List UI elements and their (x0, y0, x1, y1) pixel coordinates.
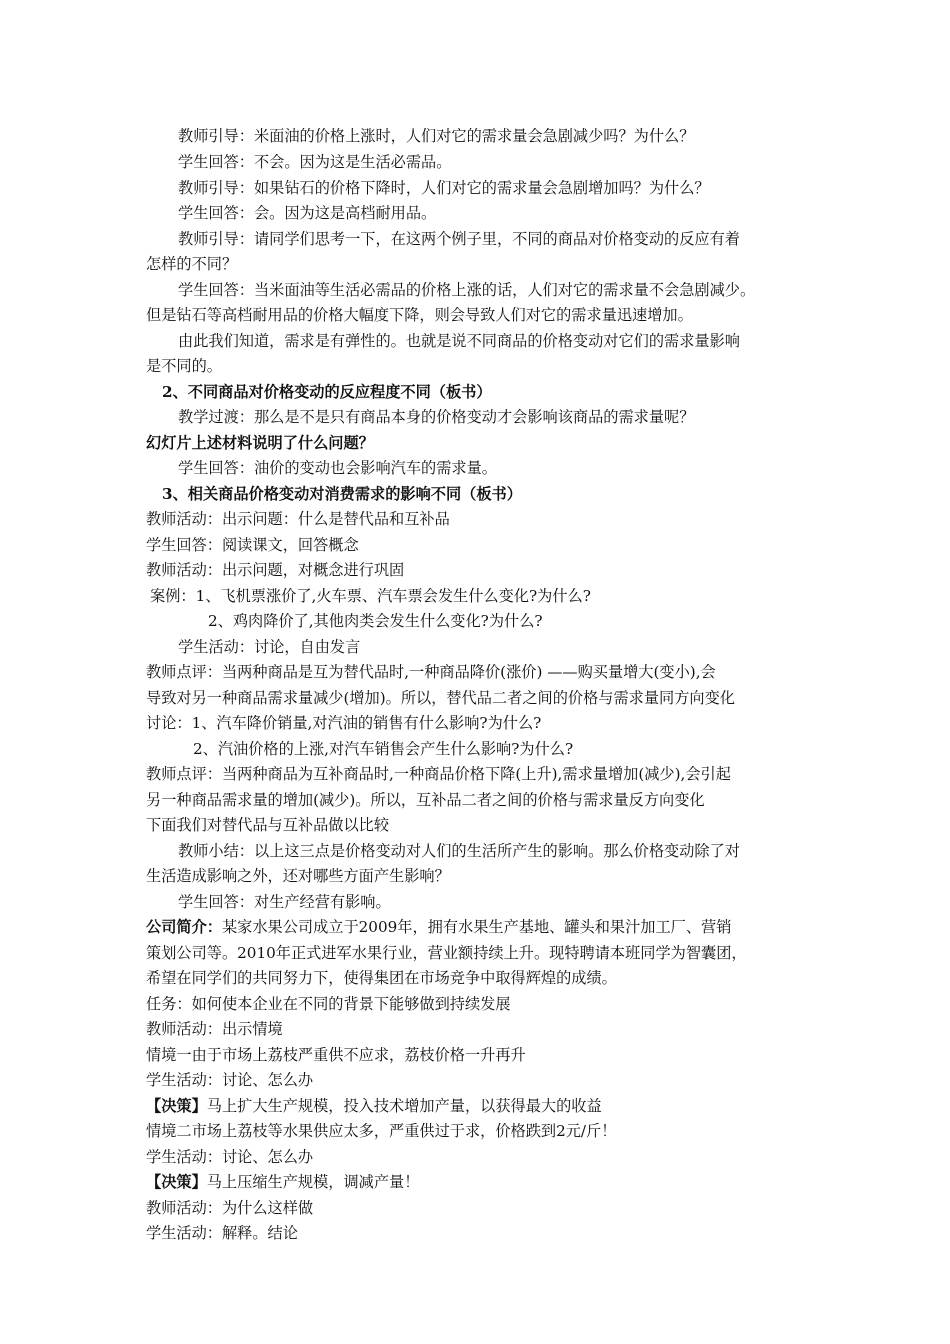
text-line: 教师活动：出示问题，对概念进行巩固 (146, 561, 405, 579)
text-line (146, 917, 731, 939)
text-line: 情境一由于市场上荔枝严重供不应求，荔枝价格一升再升 (146, 1046, 526, 1064)
text-line: 教师小结：以上这三点是价格变动对人们的生活所产生的影响。那么价格变动除了对 (178, 842, 740, 860)
text-line: 2、鸡肉降价了,其他肉类会发生什么变化?为什么? (208, 612, 543, 630)
text-line (146, 1096, 602, 1118)
text-line: 学生活动：解释。结论 (146, 1224, 298, 1242)
text-line: 学生回答：对生产经营有影响。 (178, 893, 391, 911)
text-line: 教师活动：为什么这样做 (146, 1199, 314, 1217)
decision-text: 马上压缩生产规模，调减产量！ (206, 1173, 420, 1191)
decision-text: 马上扩大生产规模，投入技术增加产量，以获得最大的收益 (206, 1097, 602, 1115)
decision-label: 【决策】 (146, 1097, 207, 1115)
company-intro-text: 某家水果公司成立于2009年，拥有水果生产基地、罐头和果汁加工厂、营销 (221, 918, 732, 936)
text-line: 教师点评：当两种商品是互为替代品时,一种商品降价(涨价) ——购买量增大(变小),会 (146, 663, 716, 681)
text-line: 下面我们对替代品与互补品做以比较 (146, 816, 389, 834)
text-line: 由此我们知道，需求是有弹性的。也就是说不同商品的价格变动对它们的需求量影响 (178, 332, 740, 350)
section-heading: 2、不同商品对价格变动的反应程度不同（板书） (162, 383, 492, 401)
text-line: 策划公司等。2010年正式进军水果行业，营业额持续上升。现特聘请本班同学为智囊团， (146, 944, 747, 962)
text-line: 任务：如何使本企业在不同的背景下能够做到持续发展 (146, 995, 511, 1013)
text-line: 学生回答：不会。因为这是生活必需品。 (178, 153, 452, 171)
text-line: 学生活动：讨论、怎么办 (146, 1071, 314, 1089)
text-line: 案例：1、飞机票涨价了,火车票、汽车票会发生什么变化?为什么? (150, 587, 591, 605)
text-line: 另一种商品需求量的增加(减少)。所以，互补品二者之间的价格与需求量反方向变化 (146, 791, 705, 809)
text-line: 教师活动：出示情境 (146, 1020, 283, 1038)
text-line: 教师引导：如果钻石的价格下降时，人们对它的需求量会急剧增加吗？为什么？ (178, 179, 710, 197)
text-line: 教师引导：米面油的价格上涨时，人们对它的需求量会急剧减少吗？为什么？ (178, 127, 695, 145)
text-line: 学生活动：讨论、怎么办 (146, 1148, 314, 1166)
text-line: 学生回答：油价的变动也会影响汽车的需求量。 (178, 459, 497, 477)
text-line (146, 1172, 419, 1194)
text-line: 生活造成影响之外，还对哪些方面产生影响？ (146, 867, 450, 885)
text-line: 怎样的不同？ (146, 255, 238, 273)
text-line: 导致对另一种商品需求量减少(增加)。所以，替代品二者之间的价格与需求量同方向变化 (146, 689, 735, 707)
company-intro-label: 公司简介： (146, 918, 222, 936)
text-line: 学生回答：会。因为这是高档耐用品。 (178, 204, 437, 222)
text-line: 教学过渡：那么是不是只有商品本身的价格变动才会影响该商品的需求量呢？ (178, 408, 695, 426)
text-line: 教师引导：请同学们思考一下，在这两个例子里，不同的商品对价格变动的反应有着 (178, 230, 740, 248)
text-line: 学生活动：讨论，自由发言 (178, 638, 361, 656)
text-line: 但是钻石等高档耐用品的价格大幅度下降，则会导致人们对它的需求量迅速增加。 (146, 306, 693, 324)
text-line: 希望在同学们的共同努力下，使得集团在市场竞争中取得辉煌的成绩。 (146, 969, 617, 987)
text-line: 2、汽油价格的上涨,对汽车销售会产生什么影响?为什么? (193, 740, 574, 758)
text-line: 讨论：1、汽车降价销量,对汽油的销售有什么影响?为什么? (146, 714, 542, 732)
text-line: 教师活动：出示问题：什么是替代品和互补品 (146, 510, 450, 528)
text-line: 学生回答：当米面油等生活必需品的价格上涨的话，人们对它的需求量不会急剧减少。 (178, 281, 756, 299)
text-line: 是不同的。 (146, 357, 222, 375)
section-heading: 3、相关商品价格变动对消费需求的影响不同（板书） (162, 485, 522, 503)
text-line: 教师点评：当两种商品为互补商品时,一种商品价格下降(上升),需求量增加(减少),会引起 (146, 765, 731, 783)
text-line: 情境二市场上荔枝等水果供应太多，严重供过于求，价格跌到2元/斤！ (146, 1122, 617, 1140)
section-heading: 幻灯片上述材料说明了什么问题？ (146, 434, 374, 452)
text-line: 学生回答：阅读课文，回答概念 (146, 536, 359, 554)
decision-label: 【决策】 (146, 1173, 207, 1191)
